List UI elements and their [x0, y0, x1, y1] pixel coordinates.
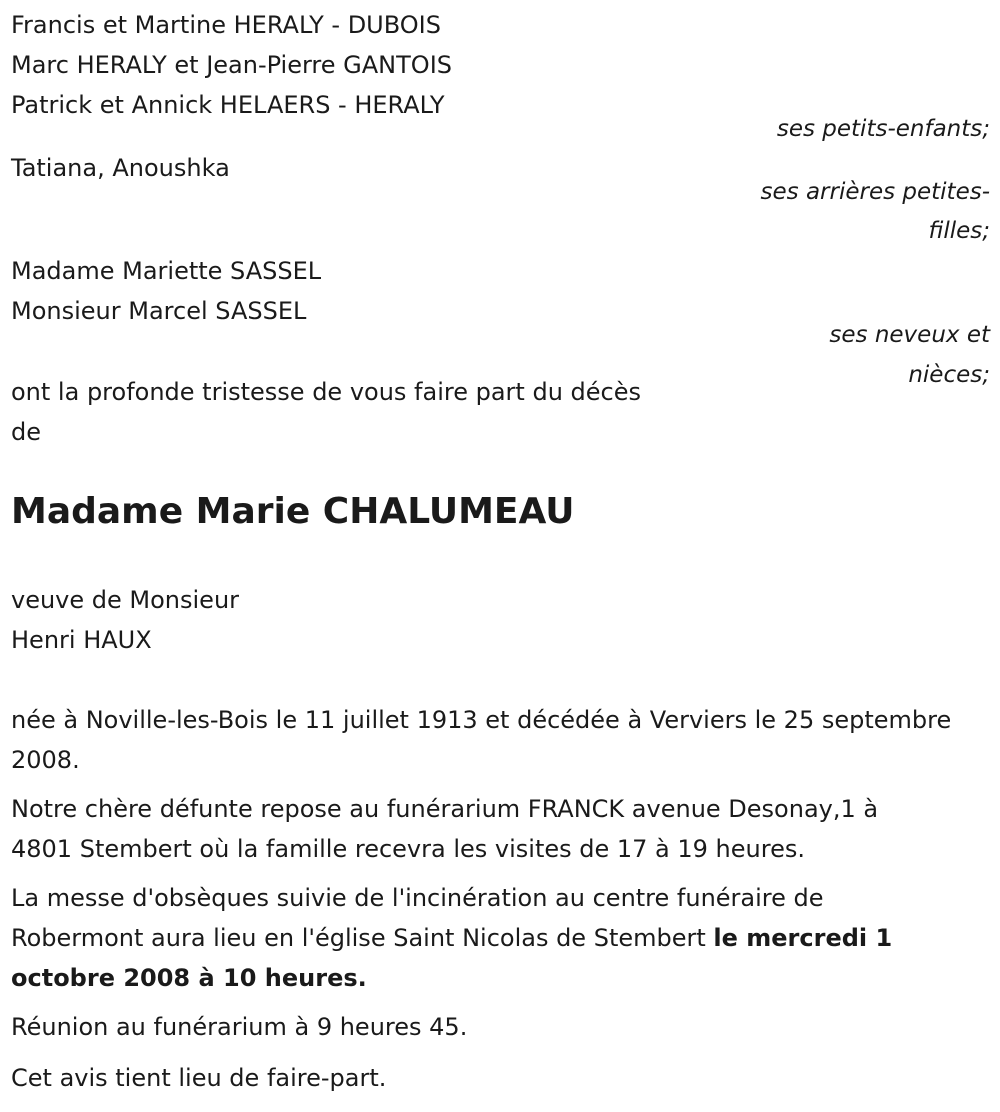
great-grandchildren-role-line1: ses arrières petites-: [760, 179, 990, 205]
family-child-3: Patrick et Annick HELAERS - HERALY: [11, 91, 445, 119]
deceased-name: Madame Marie CHALUMEAU: [11, 491, 575, 532]
mass-line3: [11, 958, 367, 998]
meeting-info: Réunion au funérarium à 9 heures 45.: [11, 1013, 468, 1041]
family-child-2: Marc HERALY et Jean-Pierre GANTOIS: [11, 51, 452, 79]
great-grandchildren: Tatiana, Anoushka: [11, 154, 230, 182]
nephew-1: Madame Mariette SASSEL: [11, 257, 322, 285]
widow-line1: veuve de Monsieur: [11, 586, 240, 614]
mass-line1: La messe d'obsèques suivie de l'incinération au centre funéraire de: [11, 884, 824, 912]
great-grandchildren-role-line2: filles;: [928, 218, 990, 244]
children-role: ses petits-enfants;: [776, 116, 990, 142]
rest-line1: Notre chère défunte repose au funérarium FRANCK avenue Desonay,1 à: [11, 795, 879, 823]
nephew-2: Monsieur Marcel SASSEL: [11, 297, 307, 325]
mass-date-bold-1: le mercredi 1: [713, 924, 893, 952]
mass-date-bold-2: octobre 2008 à 10 heures.: [11, 964, 367, 992]
announcement-line2: de: [11, 418, 41, 446]
nephews-role-line1: ses neveux et: [829, 322, 990, 348]
mass-line2: [11, 918, 892, 958]
announcement-line1: ont la profonde tristesse de vous faire part du décès: [11, 378, 641, 406]
rest-line2: 4801 Stembert où la famille recevra les visites de 17 à 19 heures.: [11, 835, 805, 863]
widow-line2: Henri HAUX: [11, 626, 152, 654]
nephews-role-line2: nièces;: [908, 362, 990, 388]
mass-line2-text: Robermont aura lieu en l'église Saint Nicolas de Stembert: [11, 924, 714, 952]
birth-death-paragraph: née à Noville-les-Bois le 11 juillet 1913 et décédée à Verviers le 25 septembre 2008.: [11, 706, 952, 774]
notice: Cet avis tient lieu de faire-part.: [11, 1064, 387, 1092]
family-child-1: Francis et Martine HERALY - DUBOIS: [11, 11, 441, 39]
